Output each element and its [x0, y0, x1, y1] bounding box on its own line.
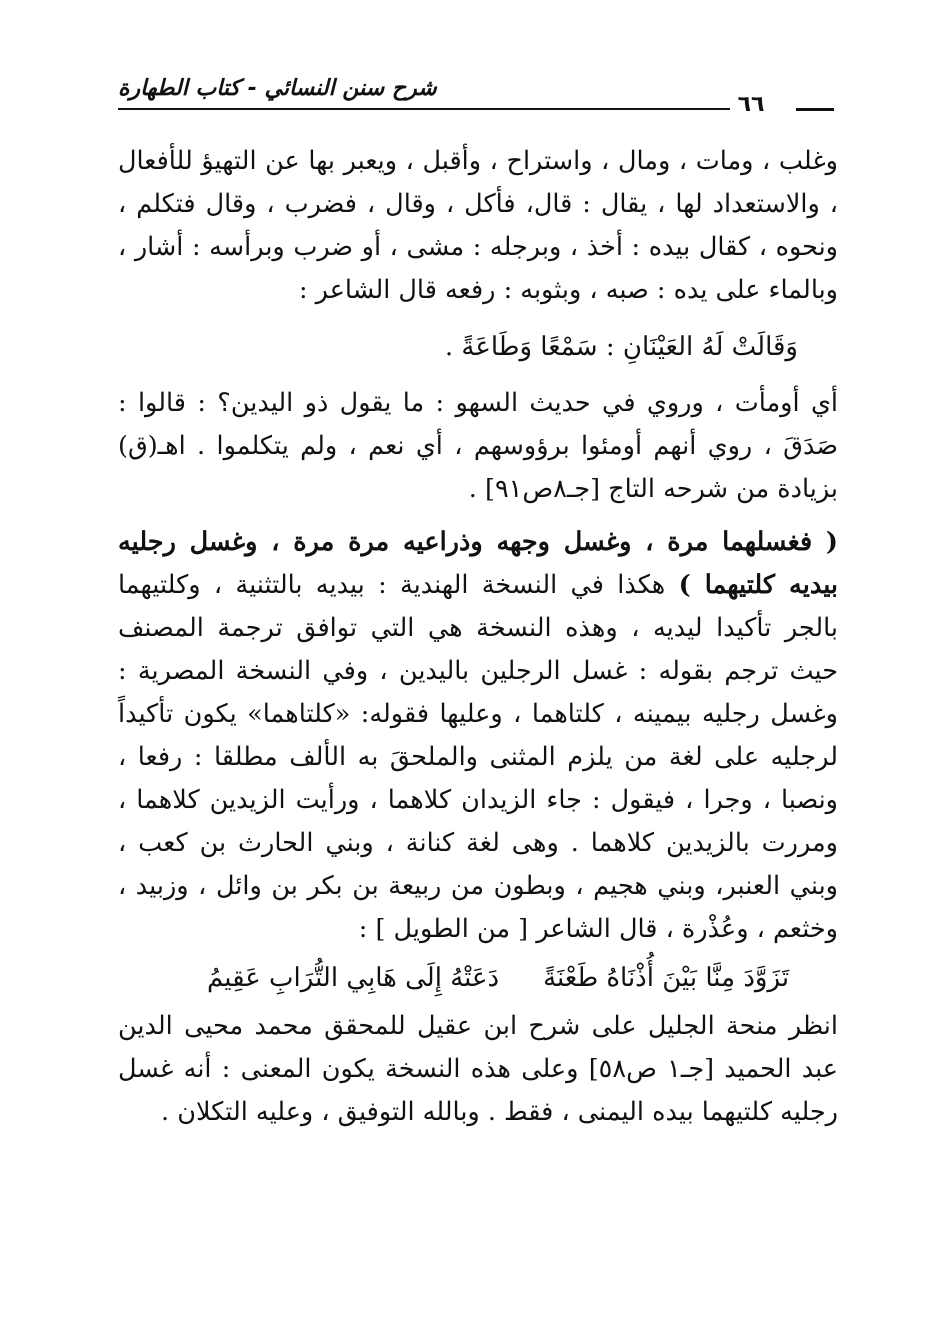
spacer — [118, 372, 838, 382]
verse-line: وَقَالَتْ لَهُ العَيْنَانِ : سَمْعًا وَطَاعَةً . — [444, 332, 798, 362]
spacer — [118, 312, 838, 322]
header-rule — [118, 108, 730, 110]
commentary-text: هكذا في النسخة الهندية : بيديه بالتثنية ، وكلتيهما بالجر تأكيدا ليديه ، وهذه النسخة هي التي توافق ترجمة المصنف حيث ترجم بقوله : غسل الرجلين باليدين ، وفي النسخة المصرية : وغسل رجليه بيمينه ، كلتاهما ، وعليها فقوله: «كلتاهما» يكون تأكيداً لرجليه على لغة من يلزم المثنى والملحقَ به الألف مطلقا : رفعا ، ونصبا ، وجرا ، فيقول : جاء الزيدان كلاهما ، ورأيت الزيدين كلاهما ، ومررت بالزيدين كلاهما . وهى لغة كنانة ، وبني الحارث بن كعب ، وبني العنبر، وبني هجيم ، وبطون من ربيعة بن بكر بن وائل ، وزبيد ، وخثعم ، وعُذْرة ، قال الشاعر [ من الطويل ] : — [118, 570, 838, 944]
page-number: ٦٦ — [737, 92, 765, 117]
running-title: شرح سنن النسائي - كتاب الطهارة — [118, 76, 437, 101]
paragraph-1: وغلب ، ومات ، ومال ، واستراح ، وأقبل ، ويعبر بها عن التهيؤ للأفعال ، والاستعداد لها ، يقال : قال، فأكل ، وقال ، فضرب ، وقال فتكلم ، ونحوه ، كقال بيده : أخذ ، وبرجله : مشى ، أو ضرب وبرأسه : أشار ، وبالماء على يده : صبه ، وبثوبه : رفعه قال الشاعر : — [118, 146, 838, 305]
poetry-couplet — [118, 951, 838, 1005]
paragraph-2: أي أومأت ، وروي في حديث السهو : ما يقول ذو اليدين؟ : قالوا : صَدَقَ ، روي أنهم أومئوا برؤوسهم ، أي نعم ، ولم يتكلموا . اهـ(ق) بزيادة من شرحه التاج [جـ٨ص٩١] . — [118, 388, 838, 504]
paragraph-3 — [118, 521, 838, 951]
paragraph-4: انظر منحة الجليل على شرح ابن عقيل للمحقق محمد محيى الدين عبد الحميد [جـ١ ص٥٨] وعلى هذه النسخة يكون المعنى : أنه غسل رجليه كلتيهما بيده اليمنى ، فقط . وبالله التوفيق ، وعليه التكلان . — [118, 1011, 838, 1127]
page-number-dash — [796, 108, 834, 111]
body-text — [118, 140, 838, 1134]
couplet-second-hemistich: دَعَتْهُ إِلَى هَابِي التُّرَابِ عَقِيمُ — [206, 963, 500, 993]
hadith-quote: ( فغسلهما مرة ، وغسل وجهه وذراعيه مرة مرة ، وغسل رجليه بيديه كلتيهما ) — [118, 527, 838, 600]
couplet-first-hemistich: تَزَوَّدَ مِنَّا بَيْنَ أُذْنَاهُ طَعْنَةً — [543, 963, 790, 993]
spacer — [118, 511, 838, 521]
page-header — [118, 68, 834, 122]
